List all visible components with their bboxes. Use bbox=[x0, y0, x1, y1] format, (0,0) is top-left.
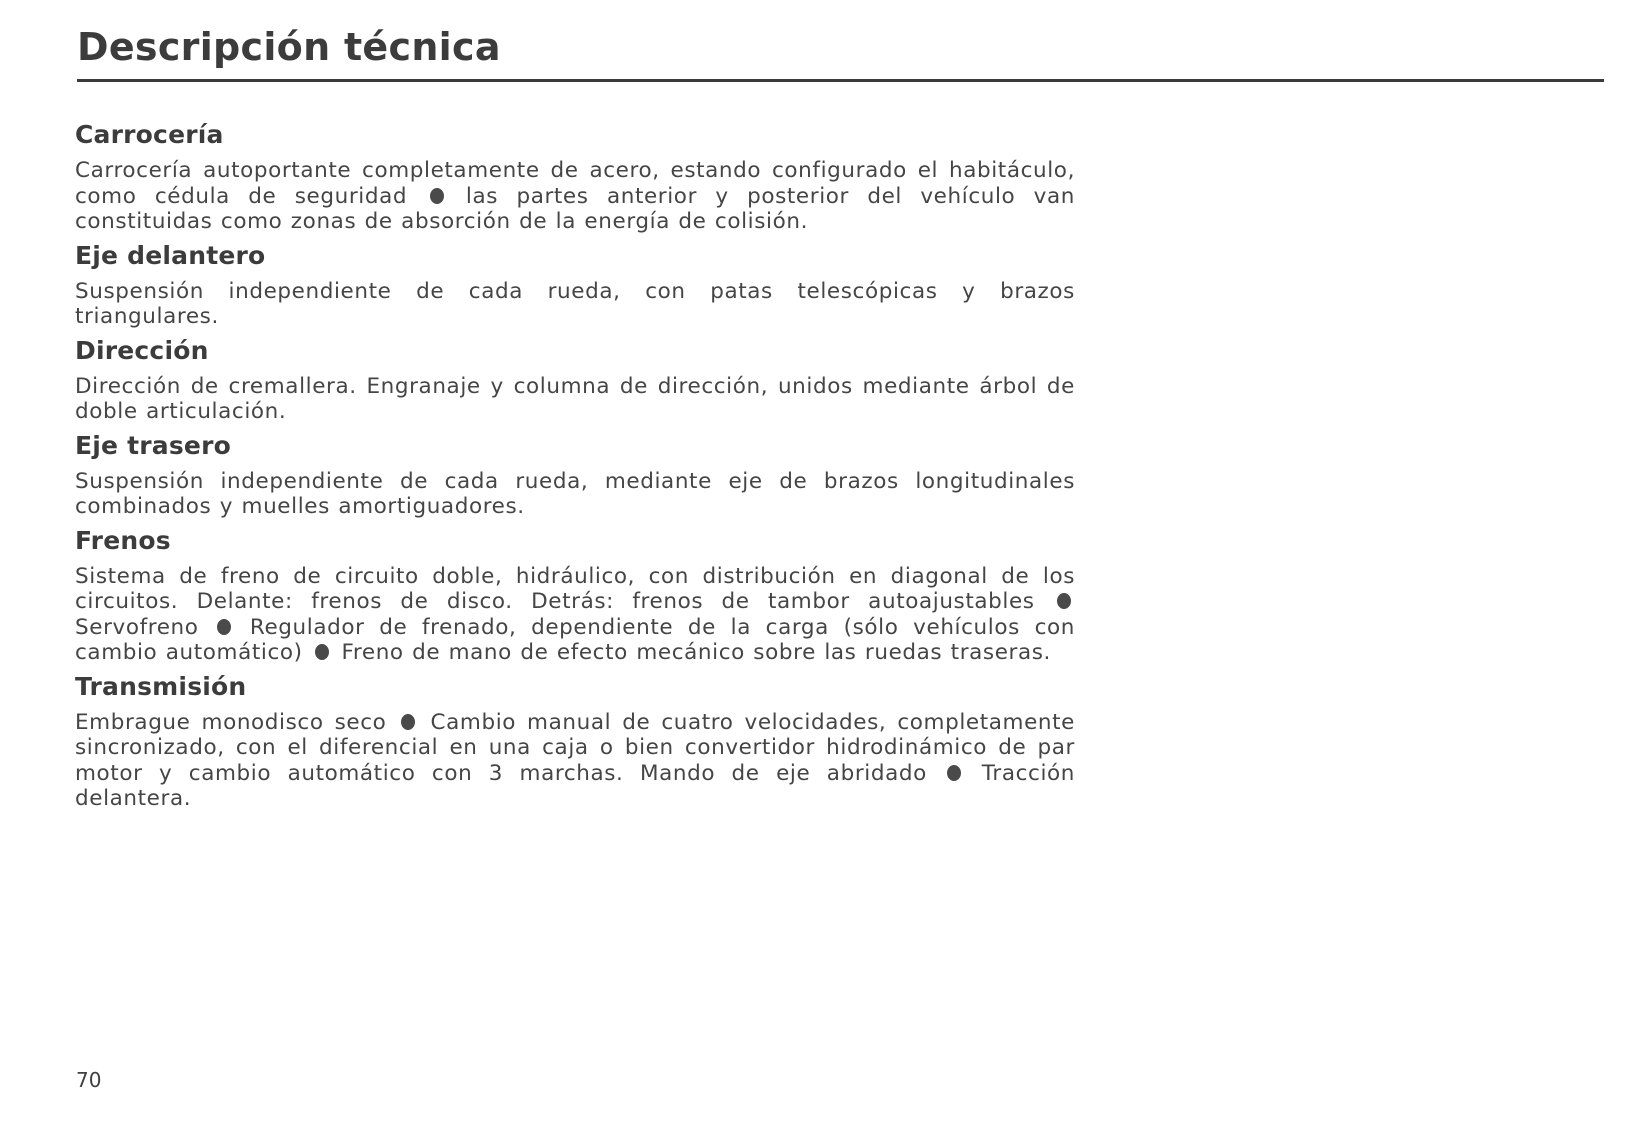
bullet-separator-icon bbox=[315, 644, 329, 660]
section-body: Carrocería autoportante completamente de acero, estando configurado el habitáculo, como cédula de seguridad las partes anterior y posterior del vehículo van constituidas como zonas de absorción de la energía de colisión. bbox=[75, 158, 1075, 234]
page-number: 70 bbox=[76, 1068, 102, 1092]
content bbox=[75, 118, 1075, 812]
section-direccion bbox=[75, 334, 1075, 425]
section-heading: Transmisión bbox=[75, 671, 247, 701]
section-heading: Dirección bbox=[75, 335, 209, 365]
section-eje-delantero bbox=[75, 239, 1075, 330]
section-frenos bbox=[75, 524, 1075, 666]
section-body: Suspensión independiente de cada rueda, mediante eje de brazos longitudinales combinados y muelles amortiguadores. bbox=[75, 468, 1075, 519]
bullet-separator-icon bbox=[947, 765, 961, 781]
section-body: Suspensión independiente de cada rueda, con patas telescópicas y brazos triangulares. bbox=[75, 278, 1075, 329]
section-body: Dirección de cremallera. Engranaje y columna de dirección, unidos mediante árbol de doble articulación. bbox=[75, 373, 1075, 424]
section-heading: Carrocería bbox=[75, 120, 224, 149]
section-eje-trasero bbox=[75, 429, 1075, 520]
section-heading: Eje trasero bbox=[75, 430, 231, 460]
title-divider bbox=[77, 79, 1604, 82]
section-body: Sistema de freno de circuito doble, hidráulico, con distribución en diagonal de los circuitos. Delante: frenos de disco. Detrás: frenos de tambor autoajustables Servofreno Regulador de frenado, dependiente de la carga (sólo vehículos con cambio automático) Freno de mano de efecto mecánico sobre las ruedas traseras. bbox=[75, 563, 1075, 665]
section-carroceria bbox=[75, 118, 1075, 235]
bullet-separator-icon bbox=[1057, 593, 1071, 609]
section-heading: Eje delantero bbox=[75, 240, 266, 270]
bullet-separator-icon bbox=[217, 619, 231, 635]
section-body: Embrague monodisco seco Cambio manual de cuatro velocidades, completamente sincronizado, con el diferencial en una caja o bien convertidor hidrodinámico de par motor y cambio automático con 3 marchas. Mando de eje abridado Tracción delantera. bbox=[75, 709, 1075, 811]
section-heading: Frenos bbox=[75, 525, 171, 555]
bullet-separator-icon bbox=[401, 714, 415, 730]
page-title: Descripción técnica bbox=[77, 25, 501, 69]
bullet-separator-icon bbox=[430, 188, 444, 204]
section-transmision bbox=[75, 670, 1075, 812]
